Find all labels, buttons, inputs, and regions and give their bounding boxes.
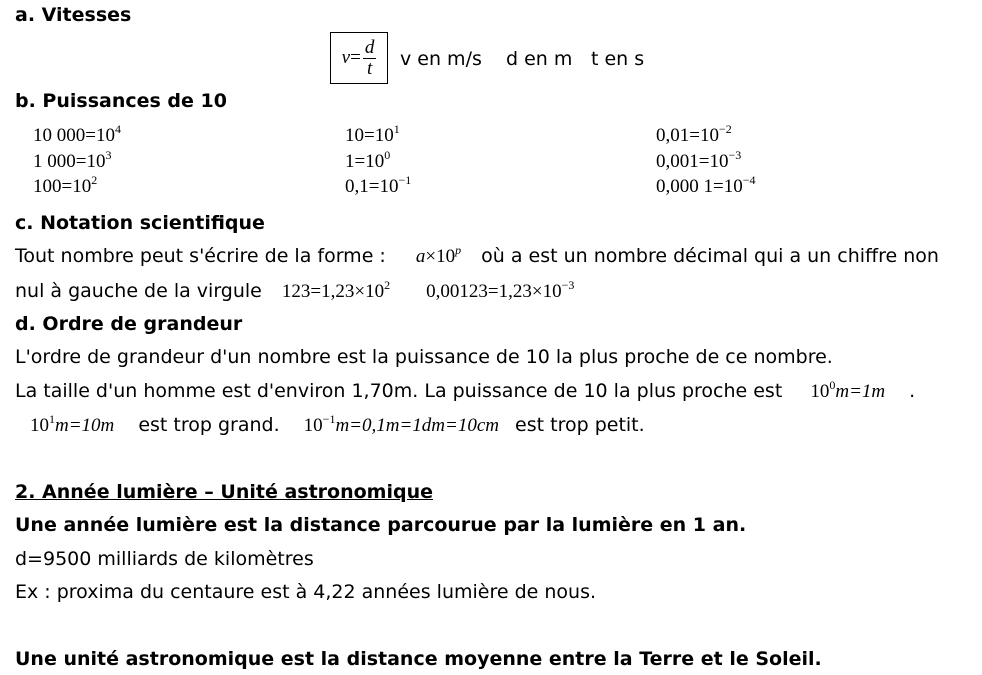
- power-row: $0,001=10^{-3}$: [656, 148, 742, 172]
- formula-numerator: d: [364, 36, 375, 58]
- order-line-1: L'ordre de grandeur d'un nombre est la puissance de 10 la plus proche de ce nombre.: [15, 346, 833, 368]
- order-math-10m: $10^1m=10m$: [30, 412, 115, 436]
- section-a-title: a. Vitesses: [15, 4, 132, 26]
- power-row: 1 $000=10^3$: [33, 148, 112, 172]
- astronomical-unit-definition: Une unité astronomique est la distance moyenne entre la Terre et le Soleil.: [15, 648, 822, 670]
- order-math-1m: $10^0m=1m$: [810, 378, 886, 402]
- order-line-3: $10^1m=10m$ est trop grand. $10^{-1}m=0,1m=1dm=10cm$ est trop petit.: [30, 412, 645, 436]
- light-year-definition: Une année lumière est la distance parcourue par la lumière en 1 an.: [15, 514, 747, 536]
- scientific-line-1: Tout nombre peut s'écrire de la forme : $a\times 10^p$ où a est un nombre décimal qui a un chiffre non: [15, 243, 939, 267]
- power-row: $0,1=10^{-1}$: [345, 173, 412, 197]
- section-2-title: 2. Année lumière – Unité astronomique: [15, 481, 434, 503]
- formula-eq: =: [350, 47, 361, 68]
- scientific-example-1: $123=1,23\times 10^2$: [281, 278, 391, 302]
- power-row: $0,01=10^{-2}$: [656, 122, 732, 146]
- proxima-example: Ex : proxima du centaure est à 4,22 années lumière de nous.: [15, 581, 597, 603]
- power-row: $1=10^0$: [345, 148, 391, 172]
- unit-t: t en s: [591, 48, 645, 70]
- order-line-2: La taille d'un homme est d'environ 1,70m. La puissance de 10 la plus proche est $10^0m=1m$ .: [15, 378, 916, 402]
- formula-fraction: [363, 38, 377, 79]
- unit-v: v en m/s: [400, 48, 482, 70]
- scientific-line-2: nul à gauche de la virgule $123=1,23\times 10^2$ $0,00123=1,23\times 10^{-3}$: [15, 278, 575, 302]
- light-year-distance: d=9500 milliards de kilomètres: [15, 548, 314, 570]
- order-math-dm: $10^{-1}m=0,1m=1dm=10cm$: [303, 412, 499, 436]
- section-d-title: d. Ordre de grandeur: [15, 313, 243, 335]
- velocity-formula-box: [330, 32, 388, 84]
- unit-d: d en m: [506, 48, 573, 70]
- formula-denominator: t: [366, 57, 373, 79]
- scientific-form: $a\times 10^p$: [415, 243, 462, 267]
- power-row: $100=10^2$: [33, 173, 98, 197]
- power-row: 0,000 $1=10^{-4}$: [656, 173, 756, 197]
- formula-v: v: [341, 47, 351, 68]
- section-c-title: c. Notation scientifique: [15, 212, 265, 234]
- power-row: 10 $000=10^4$: [33, 122, 121, 146]
- power-row: $10=10^1$: [345, 122, 400, 146]
- scientific-example-2: $0,00123=1,23\times 10^{-3}$: [426, 278, 575, 302]
- section-b-title: b. Puissances de 10: [15, 90, 227, 112]
